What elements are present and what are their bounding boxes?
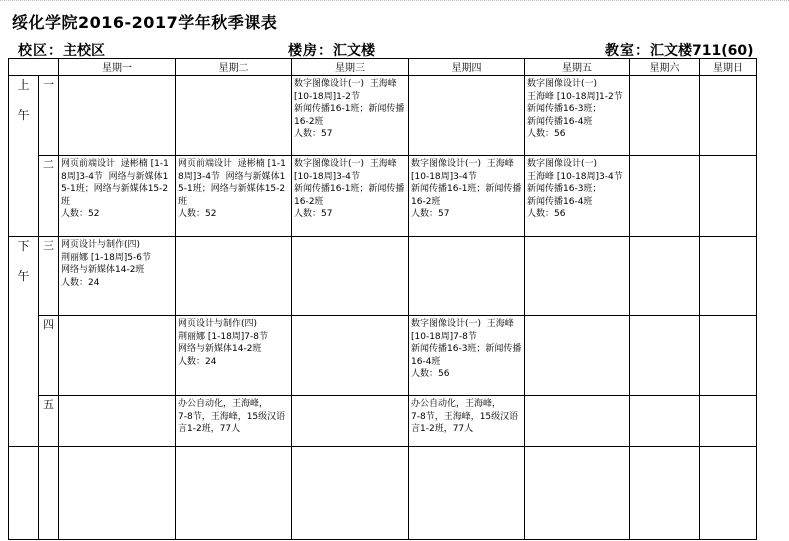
- blank-cell: [9, 447, 39, 540]
- period-row-4: [9, 316, 757, 396]
- class-cell-p1-thu: [409, 76, 525, 156]
- class-entry: 数字图像设计(一) 王海峰 [10-18周]3-4节 新闻传播16-1班；新闻传播16-2班 人数：57: [294, 159, 405, 219]
- class-cell-p5-fri: [525, 396, 630, 447]
- class-cell-p4-wed: [292, 316, 409, 396]
- period-label-1: 一: [39, 76, 59, 156]
- class-cell-p2-mon: [59, 156, 176, 237]
- building-info: [288, 40, 375, 60]
- class-cell-p5-sun: [700, 396, 757, 447]
- room-label: 教室：: [605, 43, 650, 59]
- building-value: 汇文楼: [333, 43, 375, 59]
- period-row-2: [9, 156, 757, 237]
- period-label-5: 五: [39, 396, 59, 447]
- class-cell-p3-sat: [630, 237, 700, 316]
- day-header-thu: 星期四: [409, 59, 525, 76]
- class-cell-p2-thu: [409, 156, 525, 237]
- class-cell-p1-tue: [176, 76, 292, 156]
- campus-info: [18, 40, 105, 60]
- half-label-afternoon: 下 午: [9, 237, 39, 447]
- class-cell-p4-fri: [525, 316, 630, 396]
- blank-cell: [525, 447, 630, 540]
- blank-cell: [59, 447, 176, 540]
- class-cell-p1-mon: [59, 76, 176, 156]
- class-cell-p2-wed: [292, 156, 409, 237]
- class-cell-p4-sat: [630, 316, 700, 396]
- period-row-3: [9, 237, 757, 316]
- page-top-border: [0, 0, 789, 5]
- corner-cell: [9, 59, 59, 76]
- blank-cell: [630, 447, 700, 540]
- page-title: 绥化学院2016-2017学年秋季课表: [12, 13, 278, 32]
- period-label-4: 四: [39, 316, 59, 396]
- blank-cell: [39, 447, 59, 540]
- class-entry: 网页设计与制作(四) 荆丽娜 [1-18周]5-6节 网络与新媒体14-2班 人数：24: [61, 240, 152, 288]
- class-entry: 网页设计与制作(四) 荆丽娜 [1-18周]7-8节 网络与新媒体14-2班 人数：24: [178, 319, 269, 367]
- class-cell-p3-fri: [525, 237, 630, 316]
- class-cell-p4-mon: [59, 316, 176, 396]
- class-cell-p2-sat: [630, 156, 700, 237]
- building-label: 楼房：: [288, 43, 333, 59]
- class-entry: 办公自动化，王海峰， 7-8节，王海峰，15级汉语言1-2班，77人: [411, 399, 519, 434]
- class-entry: 办公自动化，王海峰， 7-8节，王海峰，15级汉语言1-2班，77人: [178, 399, 286, 434]
- room-value: 汇文楼711(60): [650, 43, 754, 59]
- class-entry: 数字图像设计(一) 王海峰 [10-18周]1-2节 新闻传播16-1班；新闻传播16-2班 人数：57: [294, 79, 405, 139]
- period-row-1: [9, 76, 757, 156]
- class-entry: 网页前端设计 逯彬楠 [1-18周]3-4节 网络与新媒体15-1班；网络与新媒体15-2班 人数：52: [61, 159, 169, 219]
- class-cell-p5-sat: [630, 396, 700, 447]
- schedule-table: [8, 58, 757, 540]
- class-cell-p5-wed: [292, 396, 409, 447]
- class-cell-p1-fri: [525, 76, 630, 156]
- campus-label: 校区：: [18, 43, 63, 59]
- blank-row: [9, 447, 757, 540]
- class-cell-p2-tue: [176, 156, 292, 237]
- class-cell-p3-wed: [292, 237, 409, 316]
- class-entry: 数字图像设计(一) 王海峰 [10-18周]3-4节 新闻传播16-1班；新闻传播16-2班 人数：57: [411, 159, 522, 219]
- class-cell-p1-sun: [700, 76, 757, 156]
- room-info: [605, 40, 754, 60]
- class-cell-p1-wed: [292, 76, 409, 156]
- class-cell-p5-tue: [176, 396, 292, 447]
- class-entry: 数字图像设计(一) 王海峰 [10-18周]3-4节 新闻传播16-3班； 新闻传播16-4班 人数：56: [527, 159, 623, 219]
- day-header-fri: 星期五: [525, 59, 630, 76]
- class-cell-p2-sun: [700, 156, 757, 237]
- class-cell-p5-thu: [409, 396, 525, 447]
- class-cell-p4-thu: [409, 316, 525, 396]
- class-cell-p3-sun: [700, 237, 757, 316]
- period-label-2: 二: [39, 156, 59, 237]
- half-label-morning: 上 午: [9, 76, 39, 237]
- day-header-row: [9, 59, 757, 76]
- period-row-5: [9, 396, 757, 447]
- class-entry: 网页前端设计 逯彬楠 [1-18周]3-4节 网络与新媒体15-1班；网络与新媒体15-2班 人数：52: [178, 159, 286, 219]
- class-entry: 数字图像设计(一) 王海峰 [10-18周]7-8节 新闻传播16-3班；新闻传播16-4班 人数：56: [411, 319, 522, 379]
- day-header-tue: 星期二: [176, 59, 292, 76]
- class-cell-p5-mon: [59, 396, 176, 447]
- class-cell-p3-mon: [59, 237, 176, 316]
- class-cell-p4-sun: [700, 316, 757, 396]
- blank-cell: [700, 447, 757, 540]
- class-cell-p3-thu: [409, 237, 525, 316]
- day-header-wed: 星期三: [292, 59, 409, 76]
- blank-cell: [176, 447, 292, 540]
- class-cell-p3-tue: [176, 237, 292, 316]
- class-cell-p4-tue: [176, 316, 292, 396]
- campus-value: 主校区: [63, 43, 105, 59]
- day-header-sat: 星期六: [630, 59, 700, 76]
- day-header-sun: 星期日: [700, 59, 757, 76]
- class-entry: 数字图像设计(一) 王海峰 [10-18周]1-2节 新闻传播16-3班； 新闻传播16-4班 人数：56: [527, 79, 623, 139]
- period-label-3: 三: [39, 237, 59, 316]
- blank-cell: [409, 447, 525, 540]
- blank-cell: [292, 447, 409, 540]
- class-cell-p2-fri: [525, 156, 630, 237]
- class-cell-p1-sat: [630, 76, 700, 156]
- day-header-mon: 星期一: [59, 59, 176, 76]
